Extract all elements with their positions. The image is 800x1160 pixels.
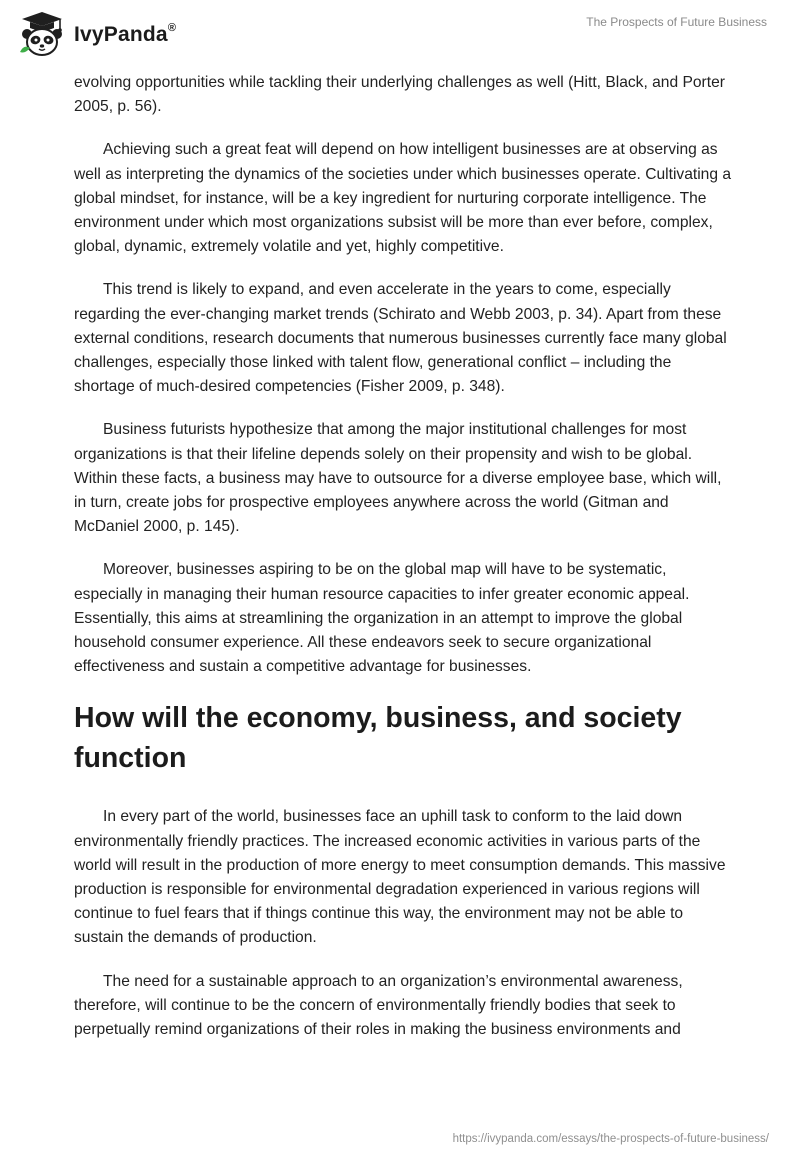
brand-name-text: IvyPanda	[74, 23, 168, 46]
paragraph-continued: evolving opportunities while tackling their underlying challenges as well (Hitt, Black, and Porter 2005, p. 56).	[74, 74, 725, 116]
section-heading: How will the economy, business, and society function	[74, 702, 682, 775]
brand-name	[74, 23, 176, 47]
document-title: The Prospects of Future Business	[586, 15, 767, 29]
paragraph: This trend is likely to expand, and even accelerate in the years to come, especially regarding the ever-changing market trends (Schirato and Webb 2003, p. 34). Apart from these external conditions, research documents that numerous businesses currently face many global challenges, especially those linked with talent flow, generational conflict – including the shortage of much-desired competencies (Fisher 2009, p. 348).	[74, 281, 727, 396]
essay-body	[74, 71, 734, 1061]
paragraph: In every part of the world, businesses face an uphill task to conform to the laid down environmentally friendly practices. The increased economic activities in various parts of the world will result in the production of more energy to meet consumption demands. This massive production is responsible for environmental degradation experienced in various regions will continue to fuel fears that if things continue this way, the environment may not be able to sustain the demands of production.	[74, 808, 726, 947]
panda-graduate-icon	[16, 10, 68, 58]
paragraph: The need for a sustainable approach to an organization’s environmental awareness, therefore, will continue to be the concern of environmentally friendly bodies that seek to perpetually remind organizations of their roles in making the business environments and	[74, 972, 683, 1039]
paragraph: Business futurists hypothesize that among the major institutional challenges for most organizations is that their lifeline depends solely on their propensity and wish to be global. Within these facts, a business may have to outsource for a diverse employee base, which will, in turn, create jobs for prospective employees anywhere across the world (Gitman and McDaniel 2000, p. 145).	[74, 421, 722, 536]
page-header	[0, 0, 800, 70]
brand-logo[interactable]	[16, 10, 176, 58]
paragraph: Moreover, businesses aspiring to be on the global map will have to be systematic, especially in managing their human resource capacities to infer greater economic appeal. Essentially, this aims at streamlining the organization in an attempt to improve the global household consumer experience. All these endeavors seek to secure organizational effectiveness and sustain a competitive advantage for businesses.	[74, 561, 690, 676]
paragraph: Achieving such a great feat will depend on how intelligent businesses are at observing as well as interpreting the dynamics of the societies under which businesses operate. Cultivating a global mindset, for instance, will be a key ingredient for nurturing corporate intelligence. The environment under which most organizations subsist will be more than ever before, complex, global, dynamic, extremely volatile and yet, highly competitive.	[74, 141, 732, 256]
source-url[interactable]: https://ivypanda.com/essays/the-prospects-of-future-business/	[452, 1133, 769, 1145]
registered-mark: ®	[167, 22, 177, 34]
